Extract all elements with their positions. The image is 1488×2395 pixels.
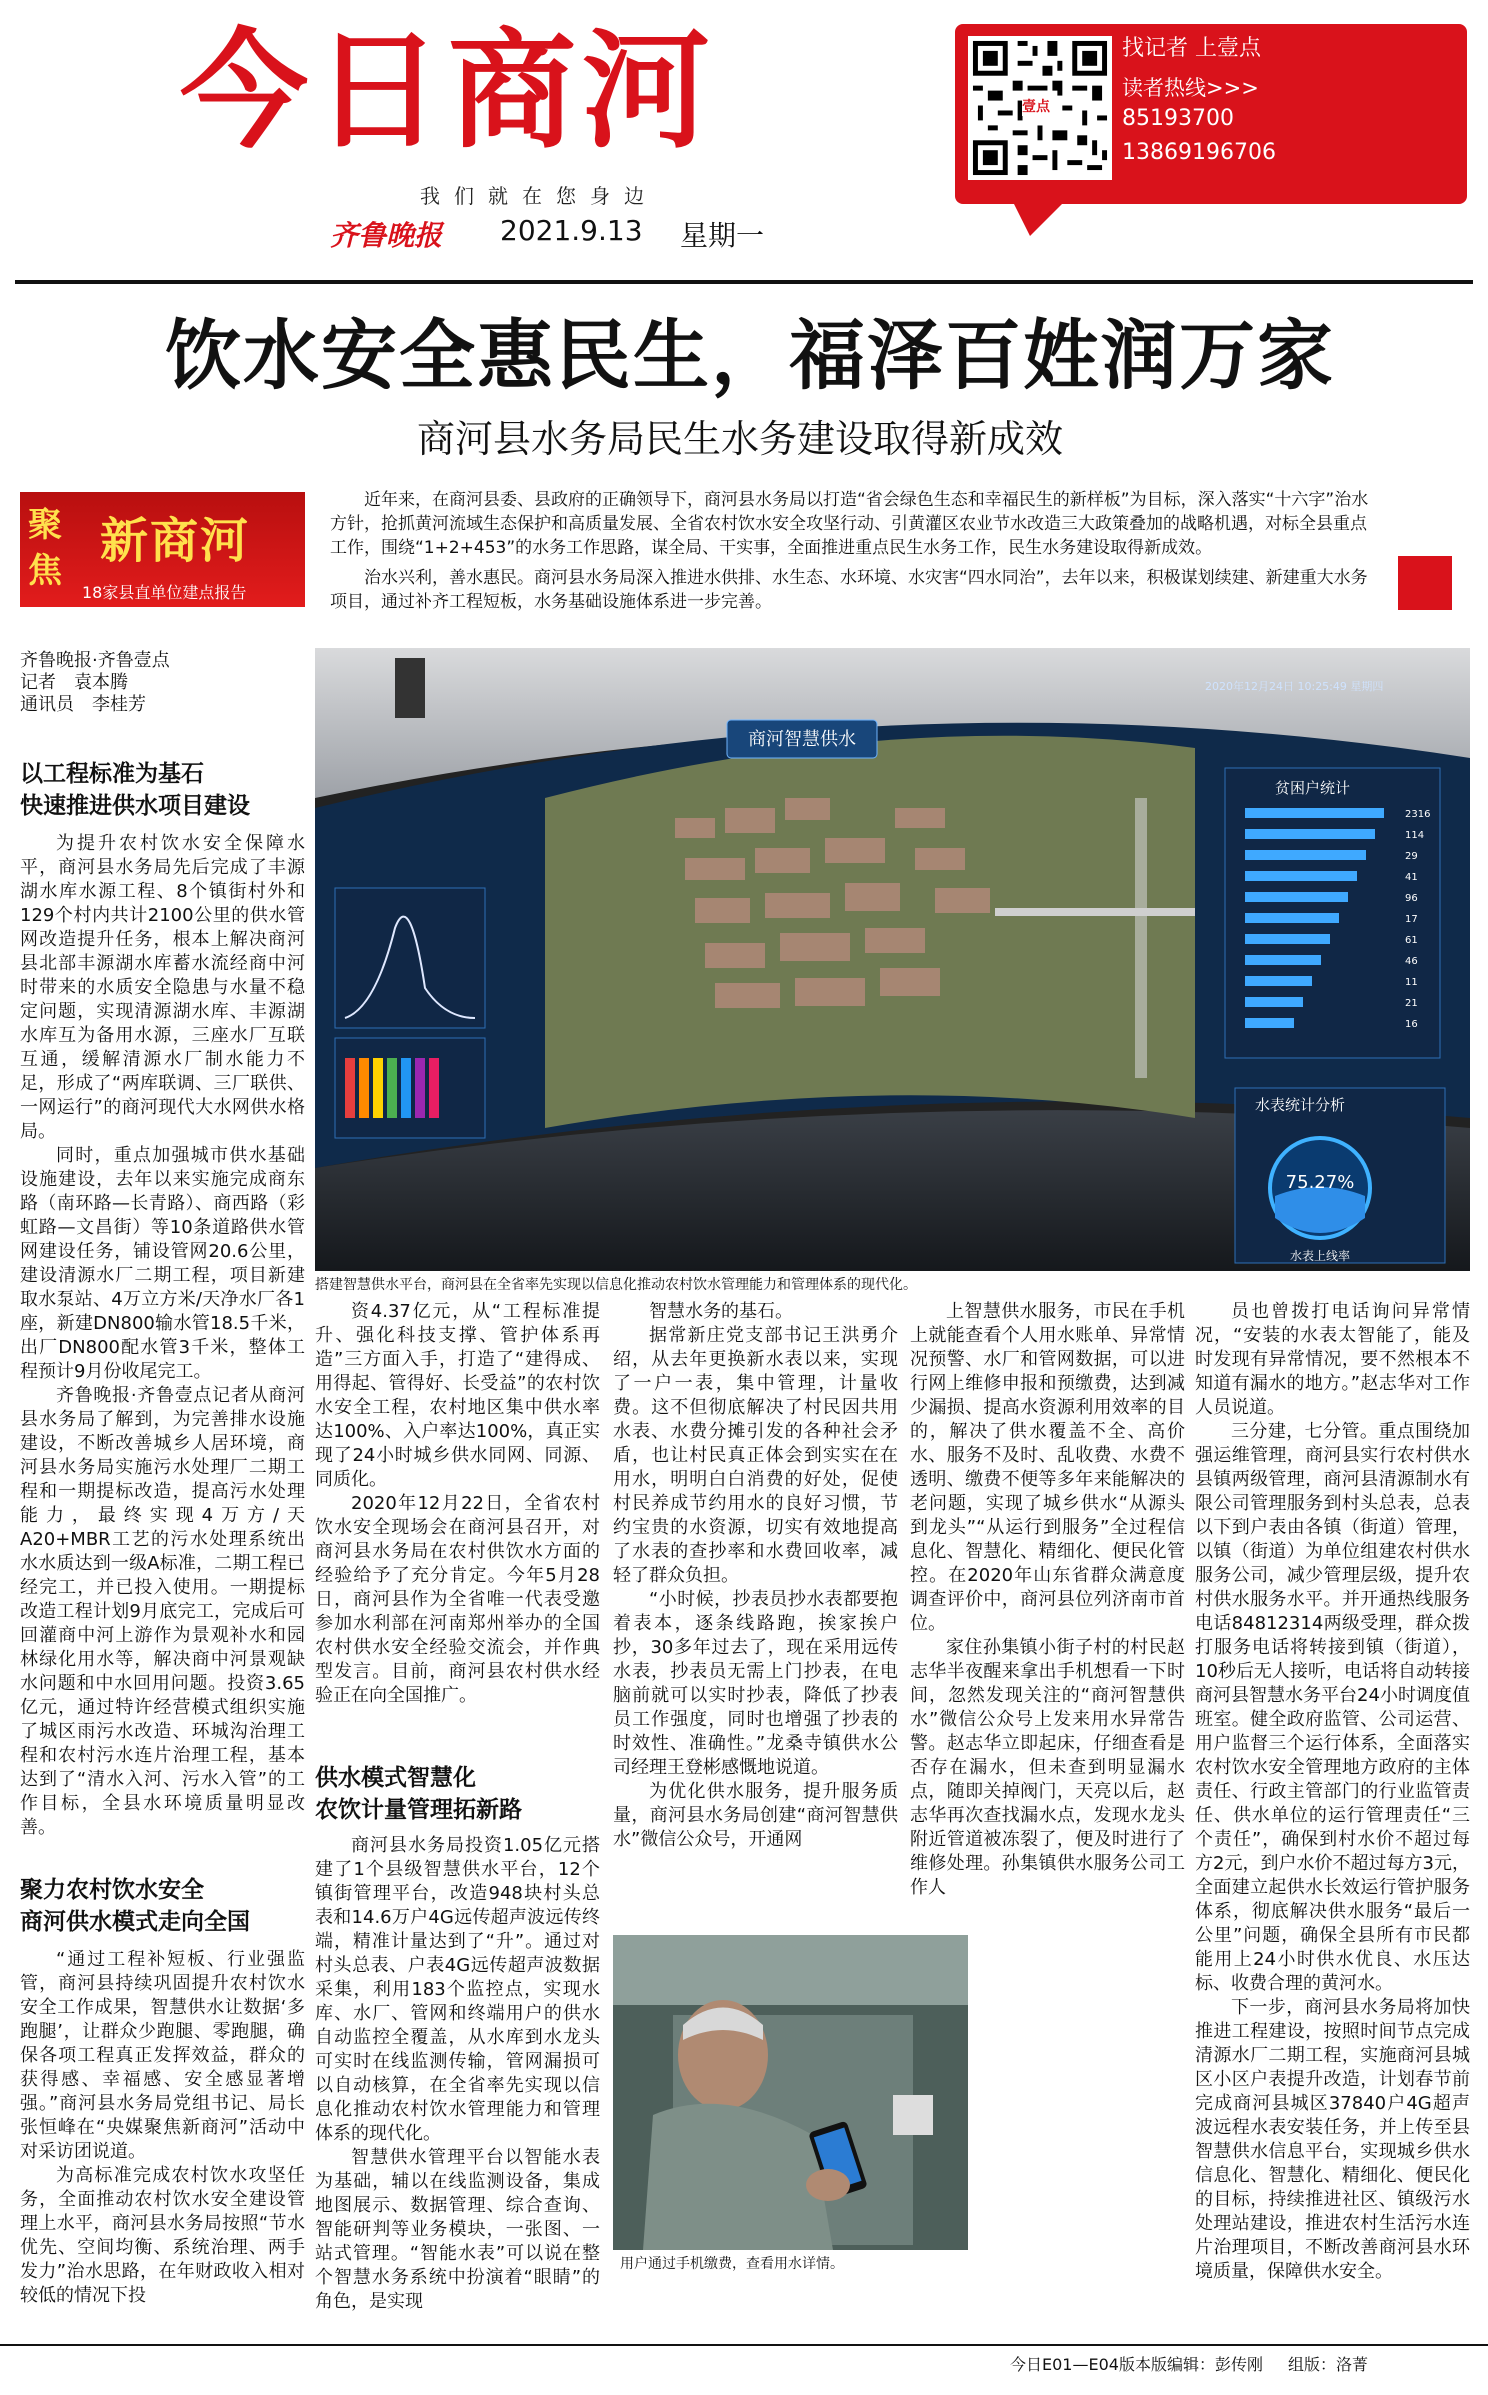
screen-bar (1245, 850, 1366, 860)
paragraph: 智慧供水管理平台以智能水表为基础，辅以在线监测设备，集成地图展示、数据管理、综合查询、智能研判等业务模块，一张图、一站式管理。“智能水表”可以说在整个智慧水务系统中扮演着“眼睛”的角色，是实现 (315, 2147, 600, 2312)
byline-correspondent: 通讯员 李桂芳 (20, 694, 146, 715)
masthead-slogan: 我们就在您身边 (420, 184, 658, 208)
paragraph: 员也曾拨打电话询问异常情况，“安装的水表太智能了，能及时发现有异常情况，要不然根本不知道有漏水的地方。”赵志华对工作人员说道。 (1195, 1301, 1470, 1418)
screen-date: 2020年12月24日 10:25:49 星期四 (1205, 680, 1384, 693)
issue-date: 2021.9.13 (500, 214, 643, 247)
masthead-title: 今日商河 (180, 17, 717, 166)
screen-bar-value: 2316 (1405, 809, 1431, 820)
qr-label: 壹点 (1022, 96, 1050, 116)
reporter-label: 找记者 上壹点 (1122, 36, 1261, 61)
column-5-text (1195, 1300, 1470, 2284)
paragraph: 为高标准完成农村饮水攻坚任务，全面推动农村饮水安全建设管理上水平，商河县水务局按照“节水优先、空间均衡、系统治理、两手发力”治水思路，在年财政收入相对较低的情况下投 (20, 2165, 305, 2306)
screen-bar-value: 41 (1405, 872, 1418, 883)
paragraph: 家住孙集镇小街子村的村民赵志华半夜醒来拿出手机想看一下时间，忽然发现关注的“商河智慧供水”微信公众号上发来用水异常告警。赵志华立即起床，仔细查看是否存在漏水，但未查到明显漏水点，随即关掉阀门，天亮以后，赵志华再次查找漏水点，发现水龙头附近管道被冻裂了，便及时进行了维修处理。孙集镇供水服务公司工作人 (910, 1637, 1185, 1898)
photo-1-caption: 搭建智慧供水平台，商河县在全省率先实现以信息化推动农村饮水管理能力和管理体系的现代化。 (315, 1277, 917, 1293)
user-phone-photo (613, 1935, 968, 2250)
screen-bar-value: 46 (1405, 956, 1418, 967)
focus-title: 新商河 (100, 513, 251, 569)
paragraph: “通过工程补短板、行业强监管，商河县持续巩固提升农村饮水安全工作成果，智慧供水让数据‘多跑腿’，让群众少跑腿、零跑腿，确保各项工程真正发挥效益，群众的获得感、幸福感、安全感显著增强。”商河县水务局党组书记、局长张恒峰在“央媒聚焦新商河”活动中对采访团说道。 (20, 1949, 305, 2162)
screen-bar-value: 11 (1405, 977, 1418, 988)
screen-bar (1245, 1018, 1294, 1028)
paragraph: 为提升农村饮水安全保障水平，商河县水务局先后完成了丰源湖水库水源工程、8个镇街村外和129个村内共计2100公里的供水管网改造提升任务，根本上解决商河县北部丰源湖水库蓄水流经商中河时带来的水质安全隐患与水量不稳定问题，实现清源湖水库、丰源湖水库互为备用水源，三座水厂互联互通，缓解清源水厂制水能力不足，形成了“两库联调、三厂联供、一网运行”的商河现代大水网供水格局。 (20, 833, 305, 1142)
screen-bar (1245, 913, 1339, 923)
byline-reporter: 记者 袁本腾 (20, 672, 128, 693)
screen-gauge-value: 75.27% (1285, 1172, 1355, 1193)
focus-badge (20, 492, 305, 607)
focus-tag: 18家县直单位建点报告 (82, 583, 247, 602)
focus-side-text: 聚焦 (28, 505, 62, 591)
section-title-3: 供水模式智慧化 农饮计量管理拓新路 (315, 1765, 522, 1823)
paragraph: 上智慧供水服务，市民在手机上就能查看个人用水账单、异常情况预警、水厂和管网数据，可以进行网上维修申报和预缴费，达到减少漏损、提高水资源利用效率的目的，解决了供水覆盖不全、高价水、服务不及时、乱收费、水费不透明、缴费不便等多年来能解决的老问题，实现了城乡供水“从源头到龙头”“从运行到服务”全过程信息化、智慧化、精细化、便民化管控。在2020年山东省群众满意度调查评价中，商河县位列济南市首位。 (910, 1301, 1185, 1634)
photo-2-caption: 用户通过手机缴费，查看用水详情。 (620, 2256, 844, 2272)
intro-paragraph-1: 近年来，在商河县委、县政府的正确领导下，商河县水务局以打造“省会绿色生态和幸福民生的新样板”为目标，深入落实“十六字”治水方针，抢抓黄河流域生态保护和高质量发展、全省农村饮水安全攻坚行动、引黄灌区农业节水改造三大政策叠加的战略机遇，对标全县重点工作，围绕“1+2+453”的水务工作思路，谋全局、干实事，全面推进重点民生水务工作，民生水务建设取得新成效。 (330, 490, 1369, 558)
screen-bar (1245, 955, 1321, 965)
paragraph: 三分建，七分管。重点围绕加强运维管理，商河县实行农村供水县镇两级管理，商河县清源制水有限公司管理服务到村头总表，总表以下到户表由各镇（街道）管理，以镇（街道）为单位组建农村供水服务公司，减少管理层级，提升农村供水服务水平。并开通热线服务电话84812314两级受理，群众拨打服务电话将转接到镇（街道），10秒后无人接听，电话将自动转接商河县智慧水务平台24小时调度值班室。健全政府监管、公司运营、用户监督三个运行体系，全面落实农村饮水安全管理地方政府的主体责任、行政主管部门的行业监管责任、供水单位的运行管理责任“三个责任”，确保到村水价不超过每方2元，到户水价不超过每方3元，全面建立起供水长效运行管护服务体系，彻底解决供水服务“最后一公里”问题，确保全县所有市民都能用上24小时供水优良、水压达标、收费合理的黄河水。 (1195, 1421, 1470, 1994)
paragraph: “小时候，抄表员抄水表都要抱着表本，逐条线路跑，挨家挨户抄，30多年过去了，现在采用远传水表，抄表员无需上门抄表，在电脑前就可以实时抄表，降低了抄表员工作强度，同时也增强了抄表的时效性、准确性。”龙桑寺镇供水公司经理王登彬感慨地说道。 (613, 1589, 898, 1778)
paragraph: 为优化供水服务，提升服务质量，商河县水务局创建“商河智慧供水”微信公众号，开通网 (613, 1781, 898, 1850)
screen-bar (1245, 892, 1348, 902)
screen-bar (1245, 997, 1303, 1007)
user-phone-graphic (613, 1935, 968, 2250)
screen-bar (1245, 808, 1384, 818)
intro (330, 488, 1370, 614)
paragraph: 资4.37亿元，从“工程标准提升、强化科技支撑、管护体系再造”三方面入手，打造了“建得成、用得起、管得好、长受益”的农村饮水安全工程，农村地区集中供水率达100%、入户率达100%，真正实现了24小时城乡供水同网、同源、同质化。 (315, 1301, 600, 1490)
subheadline: 商河县水务局民生水务建设取得新成效 (416, 417, 1063, 461)
intro-paragraph-2: 治水兴利，善水惠民。商河县水务局深入推进水供排、水生态、水环境、水灾害“四水同治”，去年以来，积极谋划续建、新建重大水务项目，通过补齐工程短板，水务基础设施体系进一步完善。 (330, 568, 1368, 612)
footer-rule (0, 2344, 1488, 2346)
byline (20, 650, 170, 716)
control-center-graphic (315, 648, 1470, 1271)
screen-bar-value: 29 (1405, 851, 1418, 862)
screen-bar (1245, 871, 1357, 881)
column-4-text (910, 1300, 1185, 1900)
screen-panel-title-2: 水表统计分析 (1255, 1096, 1346, 1114)
screen-bar (1245, 976, 1312, 986)
screen-bar (1245, 829, 1375, 839)
section-title-2: 聚力农村饮水安全 商河供水模式走向全国 (20, 1877, 250, 1935)
red-square-decoration (1398, 556, 1452, 610)
screen-title: 商河智慧供水 (748, 729, 856, 750)
brand-logo: 齐鲁晚报 (330, 219, 443, 252)
section-title-1: 以工程标准为基石 快速推进供水项目建设 (20, 761, 250, 819)
control-center-photo (315, 648, 1470, 1271)
qr-code-icon[interactable] (968, 36, 1112, 180)
issue-weekday: 星期一 (680, 219, 765, 252)
contact-box-tail (1010, 196, 1070, 236)
footer-editor: 本版编辑：彭传刚 (1135, 2355, 1264, 2374)
phone-number-2[interactable]: 13869196706 (1122, 140, 1276, 165)
screen-bar-value: 114 (1405, 830, 1425, 841)
column-2b-text (315, 1834, 600, 2314)
paragraph: 2020年12月22日，全省农村饮水安全现场会在商河县召开，对商河县水务局在农村供饮水方面的经验给予了充分肯定。今年5月28日，商河县作为全省唯一代表受邀参加水利部在河南郑州举办的全国农村供水安全经验交流会，并作典型发言。目前，商河县农村供水经验正在向全国推广。 (315, 1493, 600, 1706)
column-3-text (613, 1300, 898, 1852)
screen-bar (1245, 934, 1330, 944)
column-1-text (20, 832, 305, 1840)
screen-bar-value: 17 (1405, 914, 1418, 925)
hotline-label: 读者热线>>> (1122, 76, 1259, 100)
paragraph: 同时，重点加强城市供水基础设施建设，去年以来实施完成商东路（南环路—长青路）、商西路（彩虹路—文昌街）等10条道路供水管网建设任务，铺设管网20.6公里，建设清源水厂二期工程，项目新建取水泵站、4万立方米/天净水厂各1座，新建DN800输水管18.5千米，出厂DN800配水管3千米，整体工程预计9月份收尾完工。 (20, 1145, 305, 1382)
paragraph: 下一步，商河县水务局将加快推进工程建设，按照时间节点完成清源水厂二期工程，实施商河县城区小区户表提升改造，计划春节前完成商河县城区37840户4G超声波远程水表安装任务，并上传至县智慧供水信息平台，实现城乡供水信息化、智慧化、精细化、便民化的目标，持续推进社区、镇级污水处理站建设，推进农村生活污水连片治理项目，不断改善商河县水环境质量，保障供水安全。 (1195, 1997, 1470, 2282)
screen-panel-title-1: 贫困户统计 (1275, 779, 1351, 797)
screen-bar-value: 61 (1405, 935, 1418, 946)
paragraph: 商河县水务局投资1.05亿元搭建了1个县级智慧供水平台，12个镇街管理平台，改造948块村头总表和14.6万户4G远传超声波远传终端，精准计量达到了“升”。通过对村头总表、户表4G远传超声波数据采集，利用183个监控点，实现水库、水厂、管网和终端用户的供水自动监控全覆盖，从水库到水龙头可实时在线监测传输，管网漏损可以自动核算，在全省率先实现以信息化推动农村饮水管理能力和管理体系的现代化。 (315, 1835, 600, 2144)
screen-bar-value: 96 (1405, 893, 1418, 904)
paragraph: 智慧水务的基石。 (649, 1301, 793, 1322)
header-rule (15, 280, 1473, 284)
screen-bar-value: 16 (1405, 1019, 1418, 1030)
paragraph: 齐鲁晚报·齐鲁壹点记者从商河县水务局了解到，为完善排水设施建设，不断改善城乡人居环境，商河县水务局实施污水处理厂二期工程和一期提标改造，提高污水处理能力，最终实现4万方/天A20+MBR工艺的污水处理系统出水水质达到一级A标准，二期工程已经完工，并已投入使用。一期提标改造工程计划9月底完工，完成后可回灌商中河上游作为景观补水和园林绿化用水等，解决商中河景观缺水问题和中水回用问题。投资3.65亿元，通过特许经营模式组织实施了城区雨污水改造、环城沟治理工程和农村污水连片治理工程，基本达到了“清水入河、污水入管”的工作目标，全县水环境质量明显改善。 (20, 1385, 305, 1838)
column-1b-text (20, 1948, 305, 2308)
headline: 饮水安全惠民生，福泽百姓润万家 (165, 311, 1335, 400)
screen-gauge-label: 水表上线率 (1289, 1249, 1351, 1263)
paragraph: 据常新庄党支部书记王洪勇介绍，从去年更换新水表以来，实现了一户一表，集中管理，计量收费。这不但彻底解决了村民因共用水表、水费分摊引发的各种社会矛盾，也让村民真正体会到实实在在用水，明明白白消费的好处，促使村民养成节约用水的良好习惯，节约宝贵的水资源，切实有效地提高了水表的查抄率和水费回收率，减轻了群众负担。 (613, 1325, 898, 1586)
footer-pages: 今日E01—E04版 (1010, 2355, 1135, 2374)
footer-designer: 组版：洛菁 (1288, 2355, 1369, 2374)
phone-number-1[interactable]: 85193700 (1122, 106, 1234, 131)
screen-bar-value: 21 (1405, 998, 1418, 1009)
byline-source: 齐鲁晚报·齐鲁壹点 (20, 650, 170, 671)
column-2-text (315, 1300, 600, 1708)
